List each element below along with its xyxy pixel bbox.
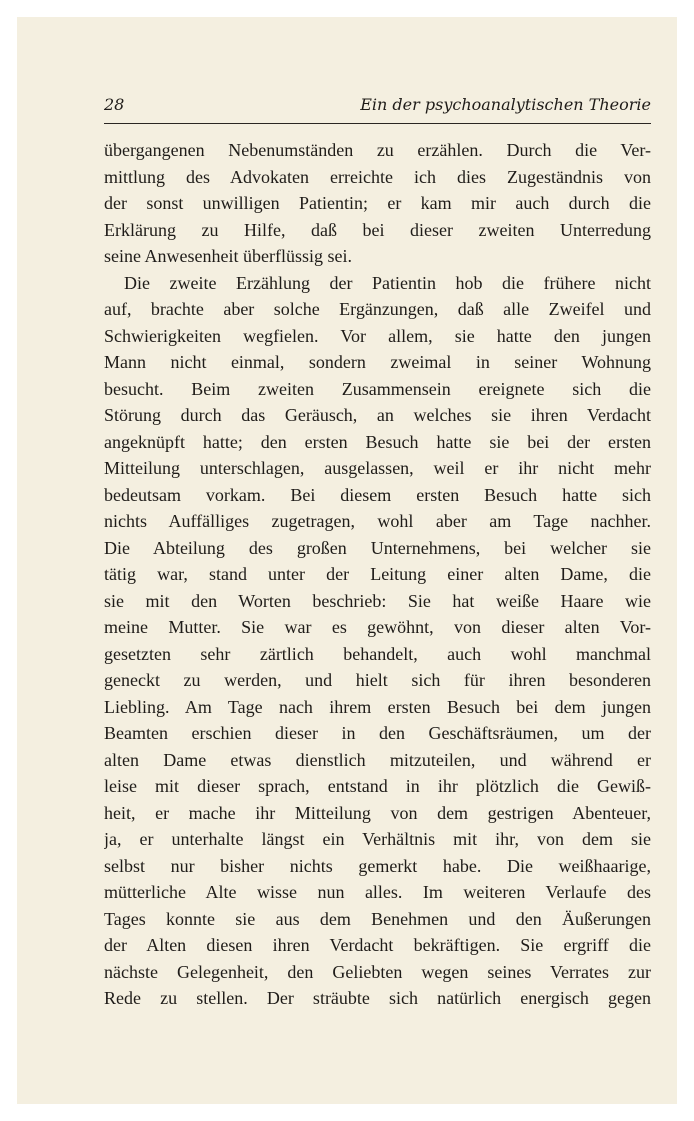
text-line: mütterliche Alte wisse nun alles. Im weiteren Verlaufe des (104, 882, 651, 902)
text-line: auf, brachte aber solche Ergänzungen, daß alle Zweifel und (104, 299, 651, 319)
text-line: angeknüpft hatte; den ersten Besuch hatte sie bei der ersten (104, 431, 651, 452)
text-line: der sonst unwilligen Patientin; er kam mir auch durch die (104, 193, 651, 213)
text-line: heit, er mache ihr Mitteilung von dem gestrigen Abenteuer, (104, 802, 651, 823)
text-line: selbst nur bisher nichts gemerkt habe. Die weißhaarige, (104, 855, 651, 876)
text-line: meine Mutter. Sie war es gewöhnt, von dieser alten Vor- (104, 617, 651, 637)
text-line: alten Dame etwas dienstlich mitzuteilen, und während er (104, 749, 651, 770)
text-line: seine Anwesenheit überflüssig sei. (104, 246, 352, 266)
text-line: geneckt zu werden, und hielt sich für ihren besonderen (104, 670, 651, 690)
text-line: nichts Auffälliges zugetragen, wohl aber am Tage nachher. (104, 511, 651, 531)
text-line: Beamten erschien dieser in den Geschäftsräumen, um der (104, 723, 651, 743)
text-line: gesetzten sehr zärtlich behandelt, auch wohl manchmal (104, 643, 651, 664)
paragraph-2 (104, 270, 651, 1012)
text-line: ja, er unterhalte längst ein Verhältnis mit ihr, von dem sie (104, 829, 651, 849)
text-line: Tages konnte sie aus dem Benehmen und den Äußerungen (104, 908, 651, 929)
page-number: 28 (104, 95, 125, 114)
text-line: der Alten diesen ihren Verdacht bekräftigen. Sie ergriff die (104, 935, 651, 955)
text-line: Die zweite Erzählung der Patientin hob die frühere nicht (124, 272, 651, 293)
text-line: leise mit dieser sprach, entstand in ihr plötzlich die Gewiß- (104, 776, 651, 796)
text-line: Erklärung zu Hilfe, daß bei dieser zweiten Unterredung (104, 219, 651, 240)
text-line: Mitteilung unterschlagen, ausgelassen, weil er ihr nicht mehr (104, 458, 651, 478)
page-header (104, 77, 651, 124)
running-title: Ein der psychoanalytischen Theorie (360, 95, 651, 114)
text-line: sie mit den Worten beschrieb: Sie hat weiße Haare wie (104, 590, 651, 611)
text-line: Mann nicht einmal, sondern zweimal in seiner Wohnung (104, 352, 651, 372)
text-line: übergangenen Nebenumständen zu erzählen. Durch die Ver- (104, 140, 651, 160)
body-text (104, 137, 651, 1012)
text-line: nächste Gelegenheit, den Geliebten wegen seines Verrates zur (104, 961, 651, 982)
text-line: Liebling. Am Tage nach ihrem ersten Besuch bei dem jungen (104, 696, 651, 717)
text-line: tätig war, stand unter der Leitung einer alten Dame, die (104, 564, 651, 584)
text-line: Störung durch das Geräusch, an welches sie ihren Verdacht (104, 405, 651, 425)
text-line: mittlung des Advokaten erreichte ich dies Zugeständnis von (104, 166, 651, 187)
paragraph-1 (104, 137, 651, 270)
text-line: besucht. Beim zweiten Zusammensein ereignete sich die (104, 378, 651, 399)
book-page (17, 17, 677, 1104)
text-line: Rede zu stellen. Der sträubte sich natürlich energisch gegen (104, 988, 651, 1008)
text-line: Die Abteilung des großen Unternehmens, bei welcher sie (104, 537, 651, 558)
text-line: Schwierigkeiten wegfielen. Vor allem, sie hatte den jungen (104, 325, 651, 346)
text-line: bedeutsam vorkam. Bei diesem ersten Besuch hatte sich (104, 484, 651, 505)
